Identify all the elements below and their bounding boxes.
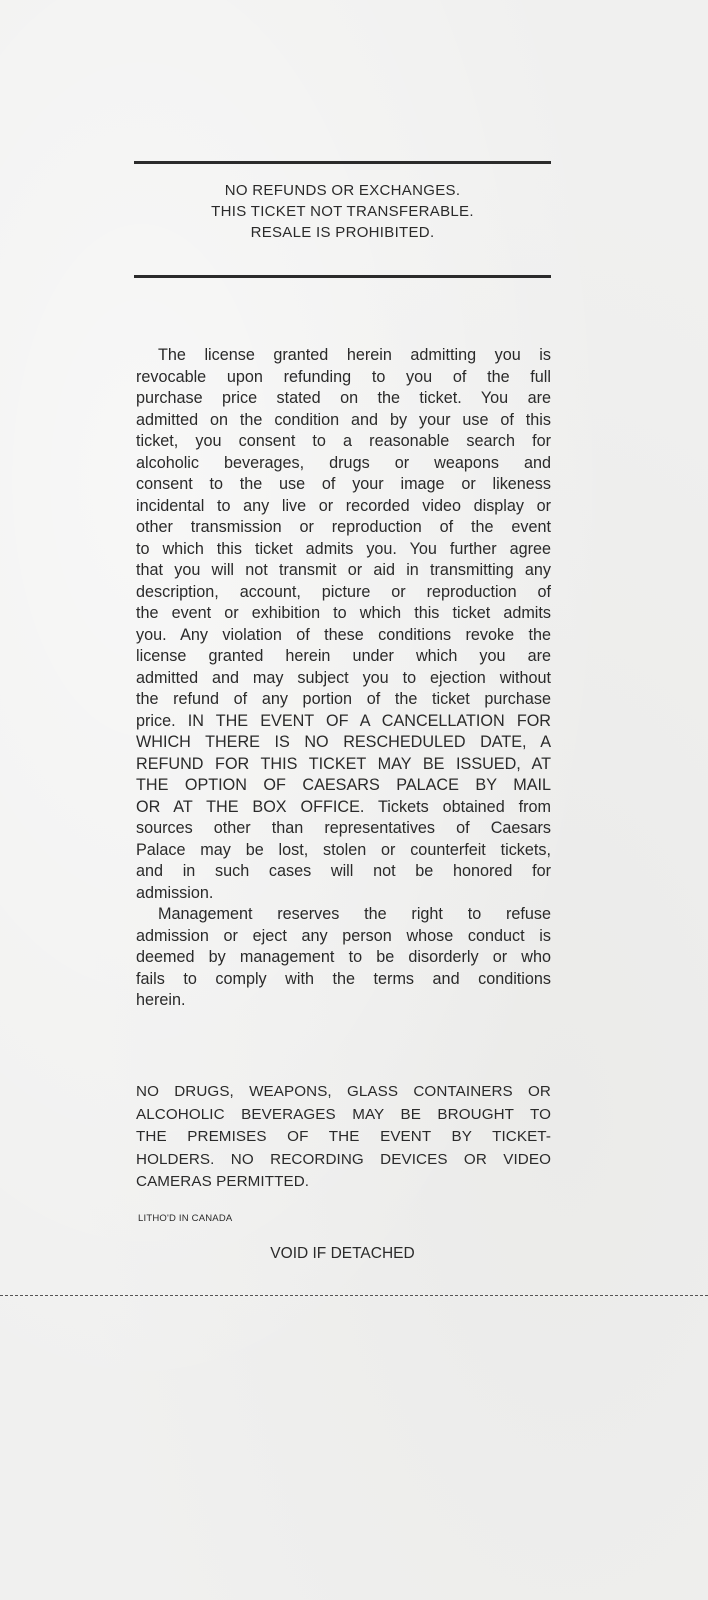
terms-line: and in such cases will not be honored for — [136, 862, 551, 880]
terms-line: fails to comply with the terms and conditions — [136, 969, 551, 988]
top-rule — [134, 161, 551, 164]
notice-line: RESALE IS PROHIBITED. — [250, 224, 435, 241]
terms-line: OR AT THE BOX OFFICE. Tickets obtained from — [136, 797, 551, 816]
terms-line: purchase price stated on the ticket. You are — [136, 389, 551, 407]
terms-line: REFUND FOR THIS TICKET MAY BE ISSUED, AT — [136, 754, 551, 773]
terms-line: that you will not transmit or aid in transmitting any — [136, 561, 551, 579]
prohibited-line: HOLDERS. NO RECORDING DEVICES OR VIDEO — [136, 1150, 551, 1168]
prohibited-line: NO DRUGS, WEAPONS, GLASS CONTAINERS OR — [136, 1083, 551, 1100]
terms-line: The license granted herein admitting you is — [158, 346, 551, 364]
terms-line: THE OPTION OF CAESARS PALACE BY MAIL — [136, 776, 551, 794]
terms-line: deemed by management to be disorderly or who — [136, 948, 551, 966]
terms-line: Palace may be lost, stolen or counterfeit tickets, — [136, 840, 551, 859]
terms-line: price. IN THE EVENT OF A CANCELLATION FOR — [136, 711, 551, 730]
terms-line: the event or exhibition to which this ticket admits — [136, 604, 551, 622]
perforation-line — [0, 1295, 708, 1296]
terms-line: Management reserves the right to refuse — [158, 905, 551, 923]
terms-line: the refund of any portion of the ticket purchase — [136, 690, 551, 708]
notice-line: NO REFUNDS OR EXCHANGES. — [224, 182, 461, 199]
refund-notice — [134, 180, 551, 243]
prohibited-line: CAMERAS PERMITTED. — [136, 1173, 310, 1190]
notice-line: THIS TICKET NOT TRANSFERABLE. — [211, 203, 474, 220]
terms-line: admission. — [136, 883, 214, 902]
terms-line: ticket, you consent to a reasonable search for — [136, 432, 551, 450]
license-terms — [136, 345, 551, 1012]
void-notice: VOID IF DETACHED — [270, 1245, 415, 1262]
terms-line: admitted on the condition and by your use of this — [136, 410, 551, 429]
terms-line: revocable upon refunding to you of the full — [136, 367, 551, 386]
terms-line: admitted and may subject you to ejection without — [136, 668, 551, 687]
terms-line: incidental to any live or recorded video display or — [136, 496, 551, 515]
terms-line: to which this ticket admits you. You further agree — [136, 539, 551, 558]
terms-line: consent to the use of your image or likeness — [136, 475, 551, 493]
bottom-rule — [134, 275, 551, 278]
terms-line: WHICH THERE IS NO RESCHEDULED DATE, A — [136, 733, 551, 751]
prohibited-line: ALCOHOLIC BEVERAGES MAY BE BROUGHT TO — [136, 1105, 551, 1123]
printer-note: LITHO'D IN CANADA — [138, 1213, 233, 1224]
terms-line: license granted herein under which you are — [136, 647, 551, 665]
terms-line: alcoholic beverages, drugs or weapons and — [136, 453, 551, 472]
terms-line: herein. — [136, 991, 186, 1009]
terms-line: description, account, picture or reproduction of — [136, 582, 551, 601]
prohibited-items-notice — [136, 1081, 551, 1194]
terms-line: sources other than representatives of Caesars — [136, 819, 551, 837]
terms-line: admission or eject any person whose conduct is — [136, 926, 551, 945]
prohibited-line: THE PREMISES OF THE EVENT BY TICKET- — [136, 1128, 551, 1145]
terms-line: other transmission or reproduction of the event — [136, 518, 551, 536]
terms-line: you. Any violation of these conditions revoke the — [136, 625, 551, 644]
